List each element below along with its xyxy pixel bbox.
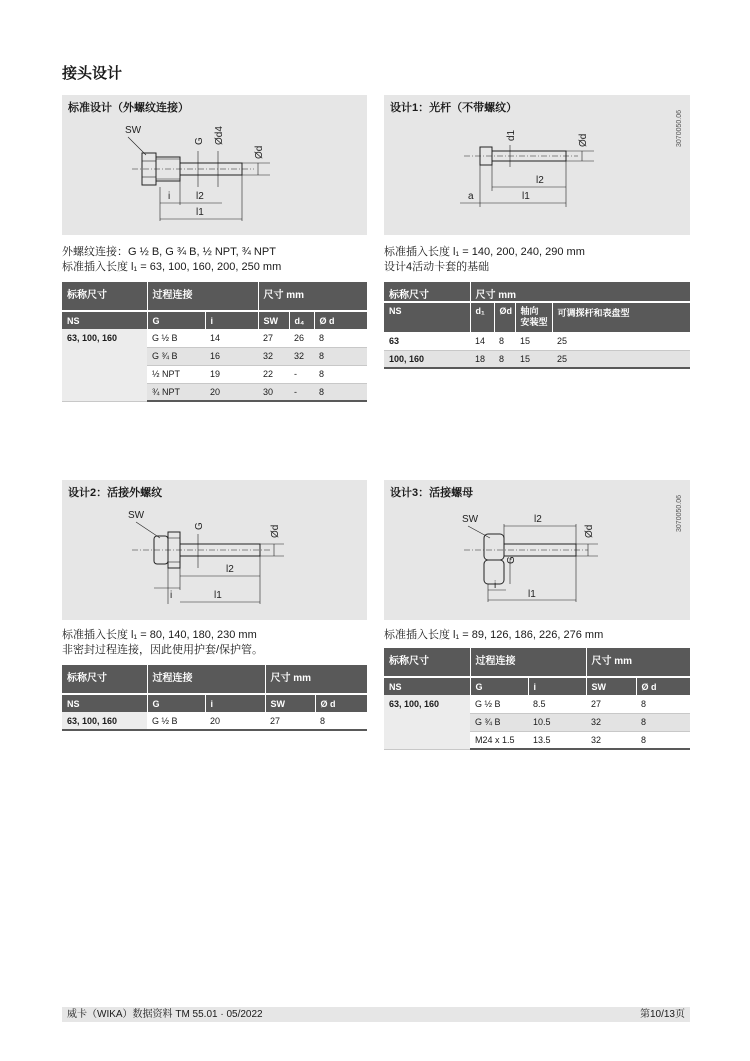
design1-figure — [384, 95, 690, 235]
table-cell: 27 — [258, 329, 289, 347]
table-cell: G ½ B — [147, 329, 205, 347]
table-cell: 13.5 — [528, 731, 586, 749]
g-label: G — [194, 522, 205, 530]
sub-sw: SW — [265, 694, 315, 712]
sub-axial-line1: 轴向 — [520, 306, 539, 316]
sub-d: Ø d — [636, 677, 690, 695]
design3-desc-line1: 标准插入长度 l₁ = 89, 126, 186, 226, 276 mm — [384, 629, 604, 641]
standard-desc-line1: 外螺纹连接：G ½ B, G ¾ B, ½ NPT, ¾ NPT — [62, 246, 276, 258]
i-label: i — [494, 580, 497, 591]
d-label: Ød — [270, 524, 281, 538]
col-dimensions: 尺寸 mm — [586, 648, 690, 677]
d-label: Ød — [254, 145, 265, 159]
col-process-connection: 过程连接 — [147, 665, 265, 694]
drawing-code: 3070050.06 — [676, 495, 683, 532]
table-cell: 26 — [289, 329, 314, 347]
l2-label: l2 — [536, 175, 544, 186]
table-cell: 15 — [515, 332, 552, 350]
col-nominal-size: 标称尺寸 — [384, 282, 470, 302]
table-cell: 8 — [636, 713, 690, 731]
design2-title: 设计2：活接外螺纹 — [68, 487, 163, 499]
design2-figure — [62, 480, 367, 620]
col-nominal-size: 标称尺寸 — [62, 665, 147, 694]
sub-d1: d₁ — [470, 302, 494, 332]
sub-ns: NS — [384, 677, 470, 695]
ns-value: 63, 100, 160 — [62, 712, 147, 730]
standard-desc-line2: 标准插入长度 l₁ = 63, 100, 160, 200, 250 mm — [62, 261, 282, 273]
sub-i: i — [205, 311, 258, 329]
sw-label: SW — [462, 514, 479, 525]
design1-table — [384, 282, 691, 369]
table-cell: 25 — [552, 332, 690, 350]
standard-design-title: 标准设计（外螺纹连接） — [68, 102, 189, 114]
design3-figure — [384, 480, 690, 620]
design1-desc-line2: 设计4活动卡套的基础 — [384, 261, 490, 273]
l1-label: l1 — [196, 207, 204, 218]
drawing-code: 3070050.06 — [676, 110, 683, 147]
sub-sw: SW — [586, 677, 636, 695]
standard-design-drawing — [62, 95, 367, 235]
sub-ns: NS — [62, 311, 147, 329]
design3-description — [384, 628, 690, 643]
table-cell: 8 — [636, 695, 690, 713]
table-cell: 16 — [205, 347, 258, 365]
d-label: Ød — [578, 133, 589, 147]
col-dimensions: 尺寸 mm — [470, 282, 690, 302]
d-label: Ød — [584, 524, 595, 538]
table-cell: 25 — [552, 350, 690, 368]
sub-ns: NS — [62, 694, 147, 712]
sub-sw: SW — [258, 311, 289, 329]
table-cell: 20 — [205, 383, 258, 401]
d1-label: d1 — [506, 129, 517, 141]
table-cell: ¾ NPT — [147, 383, 205, 401]
sub-axial-line2: 安装型 — [520, 317, 548, 327]
table-cell: 100, 160 — [384, 350, 470, 368]
standard-design-figure — [62, 95, 367, 235]
col-process-connection: 过程连接 — [147, 282, 258, 311]
table-cell: 27 — [586, 695, 636, 713]
table-cell: 8 — [315, 712, 367, 730]
ns-value: 63, 100, 160 — [62, 329, 147, 401]
table-cell: 8 — [494, 332, 515, 350]
sub-i: i — [205, 694, 265, 712]
g-label: G — [194, 137, 205, 145]
sub-d: Ø d — [314, 311, 367, 329]
table-cell: 8 — [314, 347, 367, 365]
design2-table — [62, 665, 368, 731]
standard-table — [62, 282, 368, 402]
table-cell: 10.5 — [528, 713, 586, 731]
table-cell: 8 — [636, 731, 690, 749]
sub-adjustable: 可调探杆和表盘型 — [552, 302, 690, 332]
table-cell: 14 — [470, 332, 494, 350]
table-cell: 63 — [384, 332, 470, 350]
page-title: 接头设计 — [62, 65, 123, 82]
sub-g: G — [147, 311, 205, 329]
table-cell: 27 — [265, 712, 315, 730]
table-cell: 30 — [258, 383, 289, 401]
table-cell: 8.5 — [528, 695, 586, 713]
table-cell: 32 — [289, 347, 314, 365]
table-cell: 20 — [205, 712, 265, 730]
table-cell: 32 — [258, 347, 289, 365]
design3-drawing — [384, 480, 690, 620]
sub-d4: d₄ — [289, 311, 314, 329]
standard-description — [62, 245, 367, 275]
sub-ns: NS — [384, 302, 470, 332]
ns-value: 63, 100, 160 — [384, 695, 470, 749]
footer-page-number: 第10/13页 — [639, 1009, 685, 1020]
design1-desc-line1: 标准插入长度 l₁ = 140, 200, 240, 290 mm — [384, 246, 585, 258]
table-cell: 8 — [314, 329, 367, 347]
table-cell: G ½ B — [470, 695, 528, 713]
design2-desc-line2: 非密封过程连接，因此使用护套/保护管。 — [62, 644, 264, 656]
sub-axial — [515, 302, 552, 332]
table-cell: 15 — [515, 350, 552, 368]
table-cell: 8 — [314, 365, 367, 383]
design2-drawing — [62, 480, 367, 620]
table-cell: G ¾ B — [470, 713, 528, 731]
design3-title: 设计3：活接螺母 — [390, 487, 474, 499]
sub-d: Ød — [494, 302, 515, 332]
table-cell: G ¾ B — [147, 347, 205, 365]
a-label: a — [468, 191, 474, 202]
table-cell: 18 — [470, 350, 494, 368]
l2-label: l2 — [196, 191, 204, 202]
design1-description — [384, 245, 690, 275]
table-cell: 8 — [314, 383, 367, 401]
design2-description — [62, 628, 367, 658]
sub-d: Ø d — [315, 694, 367, 712]
l1-label: l1 — [522, 191, 530, 202]
col-nominal-size: 标称尺寸 — [384, 648, 470, 677]
l2-label: l2 — [226, 564, 234, 575]
table-cell: 22 — [258, 365, 289, 383]
sub-g: G — [147, 694, 205, 712]
l1-label: l1 — [214, 590, 222, 601]
table-cell: M24 x 1.5 — [470, 731, 528, 749]
table-cell: 32 — [586, 731, 636, 749]
sw-label: SW — [128, 510, 145, 521]
sub-i: i — [528, 677, 586, 695]
d4-label: Ød4 — [214, 126, 225, 145]
sw-label: SW — [125, 125, 142, 136]
page-footer — [62, 1007, 690, 1022]
l2-label: l2 — [534, 514, 542, 525]
i-label: i — [170, 590, 173, 601]
table-cell: 14 — [205, 329, 258, 347]
col-dimensions: 尺寸 mm — [258, 282, 367, 311]
table-cell: G ½ B — [147, 712, 205, 730]
design3-table — [384, 648, 691, 750]
footer-source: 威卡（WIKA）数据资料 TM 55.01 · 05/2022 — [67, 1009, 263, 1020]
l1-label: l1 — [528, 589, 536, 600]
table-cell: ½ NPT — [147, 365, 205, 383]
design2-desc-line1: 标准插入长度 l₁ = 80, 140, 180, 230 mm — [62, 629, 257, 641]
col-process-connection: 过程连接 — [470, 648, 586, 677]
table-cell: - — [289, 365, 314, 383]
table-cell: 8 — [494, 350, 515, 368]
design1-title: 设计1：光杆（不带螺纹） — [390, 102, 518, 114]
sub-g: G — [470, 677, 528, 695]
table-cell: - — [289, 383, 314, 401]
i-label: i — [168, 191, 171, 202]
table-cell: 32 — [586, 713, 636, 731]
col-dimensions: 尺寸 mm — [265, 665, 367, 694]
table-cell: 19 — [205, 365, 258, 383]
col-nominal-size: 标称尺寸 — [62, 282, 147, 311]
design1-drawing — [384, 95, 690, 235]
g-label: G — [506, 556, 517, 564]
